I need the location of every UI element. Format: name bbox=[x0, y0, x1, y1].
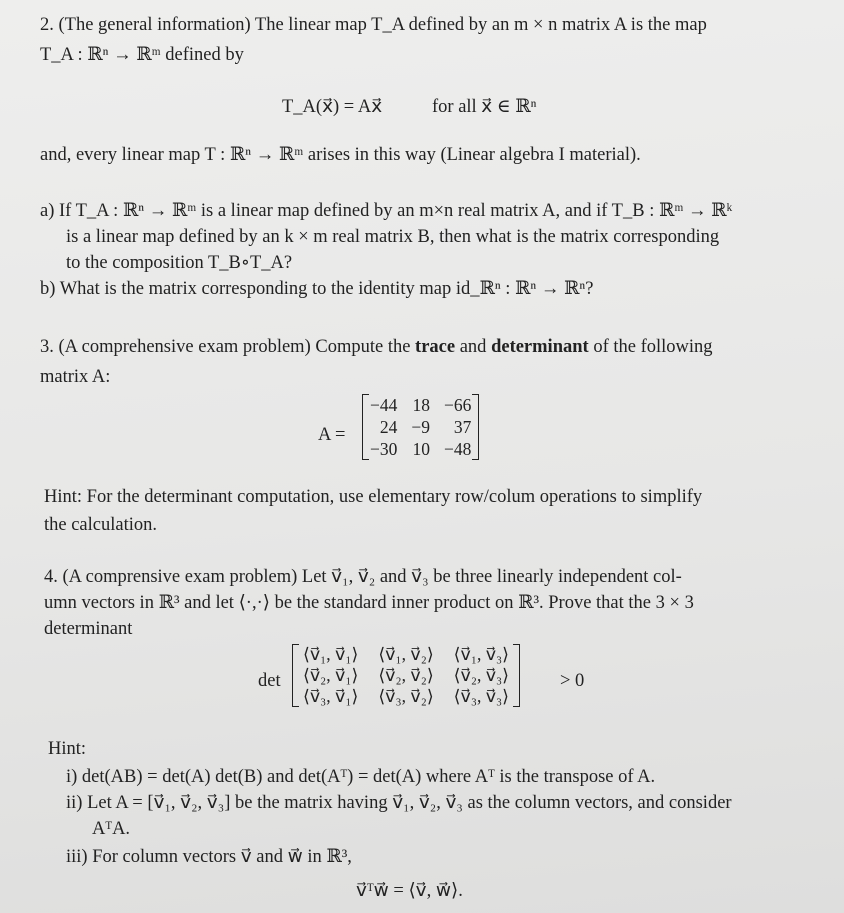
p3-determinant-keyword: determinant bbox=[491, 337, 589, 357]
p4-hint-ii-line-2: AᵀA. bbox=[92, 819, 131, 839]
p4-hint-ii-line-1: ii) Let A = [v⃗₁, v⃗₂, v⃗₃] be the matrix having v⃗₁, v⃗₂, v⃗₃ as the column vectors, and consider bbox=[66, 793, 732, 813]
p3-trace-keyword: trace bbox=[415, 337, 456, 357]
p4-hint-iii-equation: v⃗ᵀw⃗ = ⟨v⃗, w⃗⟩. bbox=[356, 881, 463, 901]
p3-matrix-cell: −48 bbox=[444, 439, 472, 459]
p2-part-a-line-2: is a linear map defined by an k × m real matrix B, then what is the matrix corresponding bbox=[66, 227, 720, 247]
p2-part-a-line-1: a) If T_A : ℝⁿ → ℝᵐ is a linear map defined by an m×n real matrix A, and if T_B : ℝᵐ → ℝᵏ bbox=[40, 201, 733, 221]
p4-gram-row bbox=[293, 644, 519, 665]
p3-matrix-lhs: A = bbox=[318, 425, 346, 445]
p4-det-label: det bbox=[258, 671, 281, 691]
p3-line-1-and: and bbox=[455, 337, 492, 357]
p3-matrix-cell: −9 bbox=[411, 417, 430, 437]
p3-hint-line-1: Hint: For the determinant computation, use elementary row/colum operations to simplify bbox=[44, 487, 703, 507]
p4-hint-label: Hint: bbox=[48, 739, 87, 759]
p4-hint-iii: iii) For column vectors v⃗ and w⃗ in ℝ³, bbox=[66, 847, 352, 867]
p4-gram-cell: ⟨v⃗₂, v⃗₃⟩ bbox=[453, 665, 509, 685]
p4-gram-cell: ⟨v⃗₃, v⃗₁⟩ bbox=[303, 686, 359, 706]
p4-hint-i: i) det(AB) = det(A) det(B) and det(Aᵀ) = det(A) where Aᵀ is the transpose of A. bbox=[66, 767, 656, 787]
p3-line-1-pre: 3. (A comprehensive exam problem) Compute the bbox=[40, 337, 416, 357]
p4-line-1: 4. (A comprensive exam problem) Let v⃗₁, v⃗₂ and v⃗₃ be three linearly independent col- bbox=[44, 567, 682, 587]
p4-line-3: determinant bbox=[44, 619, 133, 639]
p4-gram-table bbox=[293, 644, 519, 707]
p3-matrix-row bbox=[363, 394, 478, 416]
p3-line-1-post: of the following bbox=[588, 337, 713, 357]
p2-equation-condition: for all x⃗ ∈ ℝⁿ bbox=[432, 97, 537, 117]
p2-equation: T_A(x⃗) = Ax⃗ bbox=[282, 97, 383, 117]
p4-gram-row bbox=[293, 686, 519, 707]
p3-matrix-cell: −30 bbox=[370, 439, 398, 459]
p3-matrix-cell: 10 bbox=[412, 439, 430, 459]
p4-gram-cell: ⟨v⃗₃, v⃗₃⟩ bbox=[453, 686, 509, 706]
p3-matrix-row bbox=[363, 416, 478, 438]
p3-matrix-cell: 18 bbox=[412, 395, 430, 415]
p3-matrix-cell: −66 bbox=[444, 395, 472, 415]
p4-gram-cell: ⟨v⃗₁, v⃗₁⟩ bbox=[303, 644, 359, 664]
p2-line-3: and, every linear map T : ℝⁿ → ℝᵐ arises in this way (Linear algebra I material). bbox=[40, 145, 641, 165]
p4-gram-cell: ⟨v⃗₂, v⃗₂⟩ bbox=[378, 665, 434, 685]
p3-matrix bbox=[362, 394, 479, 460]
p4-gram-cell: ⟨v⃗₃, v⃗₂⟩ bbox=[378, 686, 434, 706]
p3-hint-line-2: the calculation. bbox=[44, 515, 158, 535]
p2-line-1: 2. (The general information) The linear map T_A defined by an m × n matrix A is the map bbox=[40, 15, 707, 35]
p3-matrix-table bbox=[363, 394, 478, 460]
p4-gram-cell: ⟨v⃗₂, v⃗₁⟩ bbox=[303, 665, 359, 685]
p3-line-1 bbox=[40, 336, 713, 358]
p3-line-2: matrix A: bbox=[40, 367, 111, 387]
p2-part-a-line-3: to the composition T_B∘T_A? bbox=[66, 253, 293, 273]
p3-matrix-cell: 24 bbox=[379, 417, 398, 437]
p3-matrix-cell: 37 bbox=[453, 417, 472, 437]
p2-line-2: T_A : ℝⁿ → ℝᵐ defined by bbox=[40, 45, 244, 65]
p4-gram-cell: ⟨v⃗₁, v⃗₃⟩ bbox=[453, 644, 509, 664]
p4-gram-matrix bbox=[292, 644, 520, 707]
p4-greater-than-zero: > 0 bbox=[560, 671, 585, 691]
p4-line-2: umn vectors in ℝ³ and let ⟨·,·⟩ be the standard inner product on ℝ³. Prove that the 3 × 3 bbox=[44, 593, 694, 613]
p2-part-b: b) What is the matrix corresponding to the identity map id_ℝⁿ : ℝⁿ → ℝⁿ? bbox=[40, 279, 594, 299]
p3-matrix-cell: −44 bbox=[370, 395, 398, 415]
p3-matrix-row bbox=[363, 438, 478, 460]
p4-gram-cell: ⟨v⃗₁, v⃗₂⟩ bbox=[378, 644, 434, 664]
p4-gram-row bbox=[293, 665, 519, 686]
